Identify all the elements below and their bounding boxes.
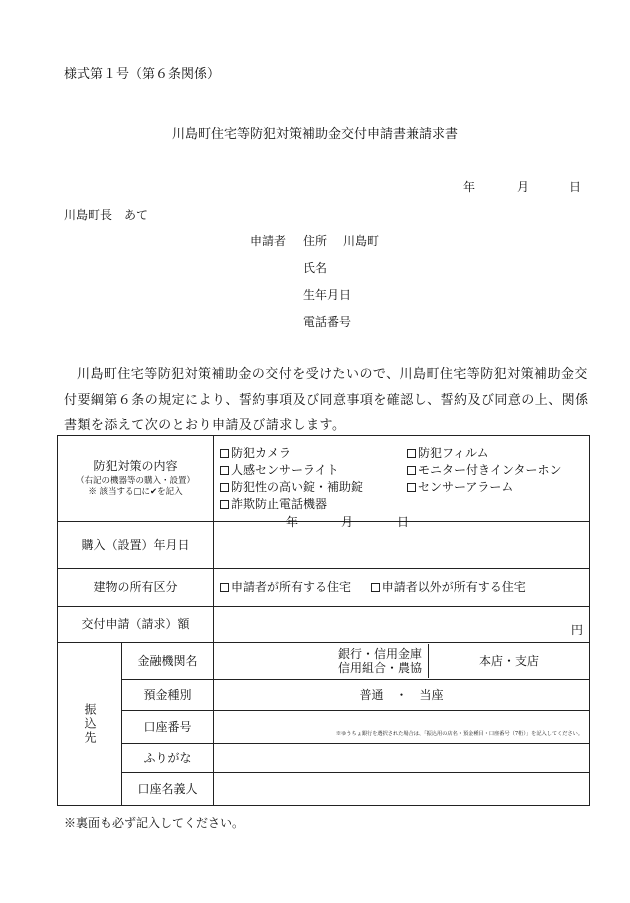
transfer-label-cell — [58, 643, 122, 806]
deposit-row — [58, 680, 590, 711]
option-alarm[interactable]: センサーアラーム — [407, 480, 587, 495]
checkbox-icon[interactable] — [220, 483, 229, 492]
account-note: ※ゆうちょ銀行を選択された場合は、「振込用の店名・預金種目・口座番号（7桁）」を記入してください。 — [335, 730, 584, 737]
address-label: 住所 — [303, 234, 328, 248]
deposit-label: 預金種別 — [122, 680, 214, 711]
content-note: ※ 該当する□に✔を記入 — [88, 487, 183, 497]
application-paragraph: 川島町住宅等防犯対策補助金の交付を受けたいので、川島町住宅等防犯対策補助金交付要綱第６条の規定により、誓約事項及び同意事項を確認し、誓約及び同意の上、関係書類を添えて次のとおり申請及び請求します。 — [64, 367, 589, 433]
ownership-label: 建物の所有区分 — [58, 569, 214, 607]
option-camera[interactable]: 防犯カメラ — [220, 446, 407, 461]
bank-type-1: 銀行・信用金庫 — [338, 646, 423, 661]
branch-type: 本店・支店 — [479, 653, 540, 668]
holder-row — [58, 773, 590, 806]
date-day: 日 — [569, 180, 582, 194]
content-label: 防犯対策の内容 — [93, 459, 178, 474]
address-value: 川島町 — [343, 234, 380, 248]
option-lock[interactable]: 防犯性の高い錠・補助錠 — [220, 480, 407, 495]
purchase-label: 購入（設置）年月日 — [58, 522, 214, 569]
name-label: 氏名 — [303, 261, 328, 275]
checkbox-icon[interactable] — [407, 449, 416, 458]
bank-label: 金融機関名 — [122, 643, 214, 680]
option-intercom[interactable]: モニター付きインターホン — [407, 463, 587, 478]
account-cell[interactable] — [214, 711, 590, 744]
amount-label: 交付申請（請求）額 — [58, 607, 214, 643]
addressee: 川島町長 あて — [64, 208, 149, 222]
checkbox-icon[interactable] — [371, 583, 380, 592]
form-number: 様式第１号（第６条関係） — [64, 67, 221, 82]
content-label-cell — [58, 436, 214, 522]
phone-label: 電話番号 — [303, 315, 352, 329]
content-options-cell — [214, 436, 590, 522]
option-sensor-light[interactable]: 人感センサーライト — [220, 463, 407, 478]
purchase-month: 月 — [341, 515, 354, 529]
checkbox-icon[interactable] — [407, 466, 416, 475]
furigana-input[interactable] — [214, 744, 590, 773]
bank-type-2: 信用組合・農協 — [338, 661, 423, 675]
birthdate-label: 生年月日 — [303, 288, 352, 302]
purchase-year: 年 — [286, 515, 299, 529]
form-title: 川島町住宅等防犯対策補助金交付申請書兼請求書 — [171, 127, 458, 142]
purchase-date-cell[interactable] — [214, 515, 590, 569]
holder-input[interactable] — [214, 773, 590, 806]
account-row — [58, 711, 590, 744]
checkbox-icon[interactable] — [220, 583, 229, 592]
applicant-label: 申請者 — [250, 234, 287, 248]
amount-unit: 円 — [571, 623, 584, 637]
ownership-other[interactable]: 申請者以外が所有する住宅 — [371, 580, 526, 594]
amount-row — [58, 607, 590, 643]
checkbox-icon[interactable] — [220, 466, 229, 475]
date-year: 年 — [463, 180, 476, 194]
ownership-row — [58, 569, 590, 607]
option-film[interactable]: 防犯フィルム — [407, 446, 587, 461]
ownership-options-cell — [214, 569, 590, 607]
account-label: 口座番号 — [122, 711, 214, 744]
content-row — [58, 436, 590, 522]
checkbox-icon[interactable] — [407, 483, 416, 492]
deposit-value[interactable]: 普通 ・ 当座 — [214, 680, 590, 711]
checkbox-icon[interactable] — [220, 449, 229, 458]
option-phone[interactable]: 詐欺防止電話機器 — [220, 497, 407, 512]
holder-label: 口座名義人 — [122, 773, 214, 806]
amount-cell[interactable] — [214, 607, 590, 643]
footer-note: ※裏面も必ず記入してください。 — [64, 816, 245, 830]
furigana-row — [58, 744, 590, 773]
checkbox-icon[interactable] — [220, 500, 229, 509]
furigana-label: ふりがな — [122, 744, 214, 773]
content-sub: （右記の機器等の購入・設置） — [76, 476, 196, 487]
transfer-label: 振込先 — [83, 703, 97, 745]
date-month: 月 — [517, 180, 530, 194]
bank-row — [58, 643, 590, 680]
ownership-own[interactable]: 申請者が所有する住宅 — [220, 580, 351, 594]
purchase-row — [58, 522, 590, 569]
bank-cell[interactable] — [214, 643, 590, 680]
application-table — [57, 435, 590, 806]
purchase-day: 日 — [397, 515, 410, 529]
